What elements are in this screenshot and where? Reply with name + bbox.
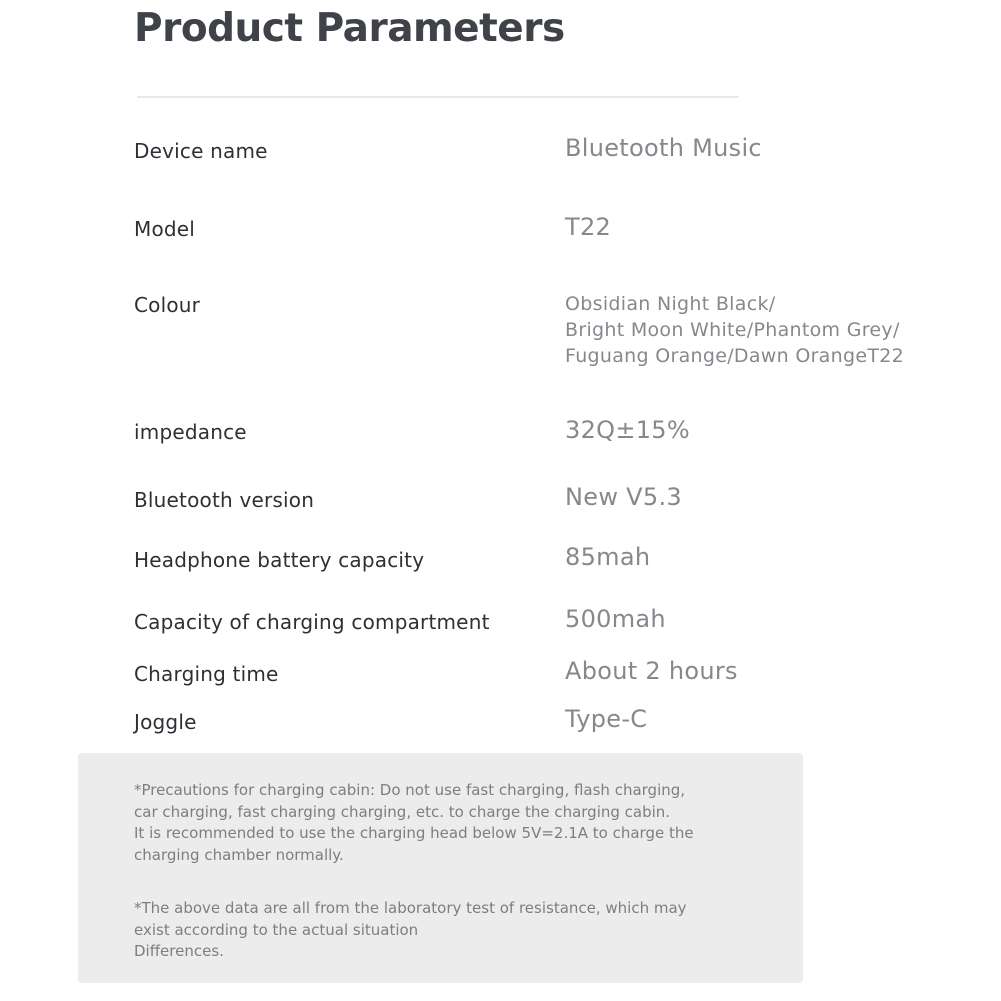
param-value-joggle: Type-C bbox=[565, 705, 648, 733]
param-value-model: T22 bbox=[565, 213, 612, 241]
param-label-device-name: Device name bbox=[134, 139, 268, 163]
note-line: *The above data are all from the laboratory test of resistance, which may bbox=[134, 899, 687, 917]
laboratory-data-note bbox=[134, 898, 687, 963]
param-value-battery-capacity: 85mah bbox=[565, 543, 651, 571]
param-label-charging-time: Charging time bbox=[134, 662, 279, 686]
param-label-colour: Colour bbox=[134, 293, 201, 317]
notice-box bbox=[78, 753, 803, 983]
colour-line-2: Bright Moon White/Phantom Grey/ bbox=[565, 319, 900, 341]
param-value-charging-time: About 2 hours bbox=[565, 657, 738, 685]
param-label-battery-capacity: Headphone battery capacity bbox=[134, 548, 425, 572]
param-label-model: Model bbox=[134, 217, 196, 241]
page-title: Product Parameters bbox=[134, 6, 565, 51]
colour-line-1: Obsidian Night Black/ bbox=[565, 293, 776, 315]
note-line: car charging, fast charging charging, etc. to charge the charging cabin. bbox=[134, 802, 671, 821]
note-line: *Precautions for charging cabin: Do not use fast charging, flash charging, bbox=[134, 781, 686, 799]
charging-precaution-note bbox=[134, 780, 694, 866]
param-value-colour bbox=[565, 291, 904, 369]
param-label-impedance: impedance bbox=[134, 420, 247, 444]
param-label-compartment-capacity: Capacity of charging compartment bbox=[134, 610, 490, 634]
param-value-impedance: 32Q±15% bbox=[565, 416, 690, 444]
colour-line-3: Fuguang Orange/Dawn OrangeT22 bbox=[565, 345, 905, 367]
param-value-bluetooth-version: New V5.3 bbox=[565, 483, 682, 511]
title-divider bbox=[137, 96, 739, 98]
param-label-bluetooth-version: Bluetooth version bbox=[134, 488, 315, 512]
note-line: exist according to the actual situation bbox=[134, 920, 419, 939]
param-value-compartment-capacity: 500mah bbox=[565, 605, 666, 633]
note-line: charging chamber normally. bbox=[134, 845, 344, 864]
note-line: Differences. bbox=[134, 942, 224, 960]
note-line: It is recommended to use the charging head below 5V=2.1A to charge the bbox=[134, 824, 694, 842]
param-value-device-name: Bluetooth Music bbox=[565, 134, 762, 162]
param-label-joggle: Joggle bbox=[134, 710, 197, 734]
